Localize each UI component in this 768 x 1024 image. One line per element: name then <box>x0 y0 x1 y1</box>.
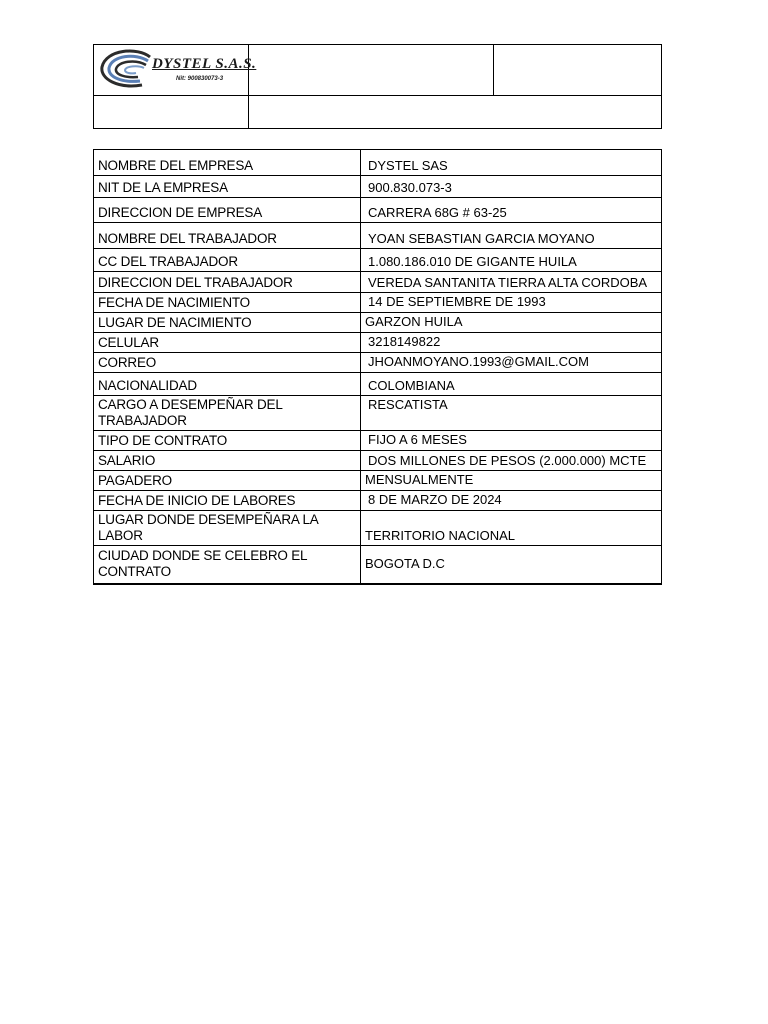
row-label: CIUDAD DONDE SE CELEBRO EL CONTRATO <box>94 546 361 584</box>
row-label: CELULAR <box>94 333 361 353</box>
row-label: CORREO <box>94 353 361 373</box>
table-row <box>94 293 662 313</box>
row-label: SALARIO <box>94 451 361 471</box>
logo-nit: Nit: 900830073-3 <box>176 76 224 82</box>
table-row <box>94 491 662 511</box>
logo-company-name: DYSTEL S.A.S. <box>152 56 257 72</box>
row-value: GARZON HUILA <box>361 313 662 333</box>
row-value: TERRITORIO NACIONAL <box>361 511 662 546</box>
row-value: JHOANMOYANO.1993@GMAIL.COM <box>361 353 662 373</box>
row-value: 900.830.073-3 <box>361 176 662 198</box>
table-row <box>94 511 662 546</box>
row-value: YOAN SEBASTIAN GARCIA MOYANO <box>361 223 662 249</box>
row-value: COLOMBIANA <box>361 373 662 396</box>
row-value: 8 DE MARZO DE 2024 <box>361 491 662 511</box>
row-value: CARRERA 68G # 63-25 <box>361 198 662 223</box>
row-label: FECHA DE NACIMIENTO <box>94 293 361 313</box>
row-label: NACIONALIDAD <box>94 373 361 396</box>
row-label: DIRECCION DEL TRABAJADOR <box>94 272 361 293</box>
table-row <box>94 150 662 176</box>
row-label: NOMBRE DEL TRABAJADOR <box>94 223 361 249</box>
row-label: NOMBRE DEL EMPRESA <box>94 150 361 176</box>
row-value: DYSTEL SAS <box>361 150 662 176</box>
table-row <box>94 471 662 491</box>
table-row <box>94 353 662 373</box>
table-row <box>94 451 662 471</box>
contract-data-table <box>93 149 662 585</box>
row-value: DOS MILLONES DE PESOS (2.000.000) MCTE <box>361 451 662 471</box>
company-logo <box>94 45 257 95</box>
logo-cell <box>94 45 257 96</box>
row-label: FECHA DE INICIO DE LABORES <box>94 491 361 511</box>
row-label: NIT DE LA EMPRESA <box>94 176 361 198</box>
row-value: 14 DE SEPTIEMBRE DE 1993 <box>361 293 662 313</box>
row-label: CARGO A DESEMPEÑAR DEL TRABAJADOR <box>94 396 361 431</box>
table-row <box>94 176 662 198</box>
row-value: RESCATISTA <box>361 396 662 431</box>
document-header <box>93 44 662 129</box>
table-row <box>94 198 662 223</box>
row-value: 1.080.186.010 DE GIGANTE HUILA <box>361 249 662 272</box>
row-value: MENSUALMENTE <box>361 471 662 491</box>
row-value: BOGOTA D.C <box>361 546 662 584</box>
row-value: 3218149822 <box>361 333 662 353</box>
row-label: DIRECCION DE EMPRESA <box>94 198 361 223</box>
table-row <box>94 396 662 431</box>
row-value: FIJO A 6 MESES <box>361 431 662 451</box>
row-label: LUGAR DE NACIMIENTO <box>94 313 361 333</box>
table-row <box>94 313 662 333</box>
row-label: PAGADERO <box>94 471 361 491</box>
table-row <box>94 333 662 353</box>
swoosh-logo-icon <box>98 49 158 91</box>
table-row <box>94 272 662 293</box>
table-row <box>94 546 662 584</box>
header-code-cell <box>494 45 662 96</box>
row-value: VEREDA SANTANITA TIERRA ALTA CORDOBA <box>361 272 662 293</box>
row-label: LUGAR DONDE DESEMPEÑARA LA LABOR <box>94 511 361 546</box>
row-label: CC DEL TRABAJADOR <box>94 249 361 272</box>
row-label: TIPO DE CONTRATO <box>94 431 361 451</box>
table-row <box>94 373 662 396</box>
table-row <box>94 431 662 451</box>
header-subtitle-cell <box>249 96 662 129</box>
header-version-cell <box>94 96 249 129</box>
table-row <box>94 249 662 272</box>
table-row <box>94 223 662 249</box>
header-title-cell <box>249 45 494 96</box>
